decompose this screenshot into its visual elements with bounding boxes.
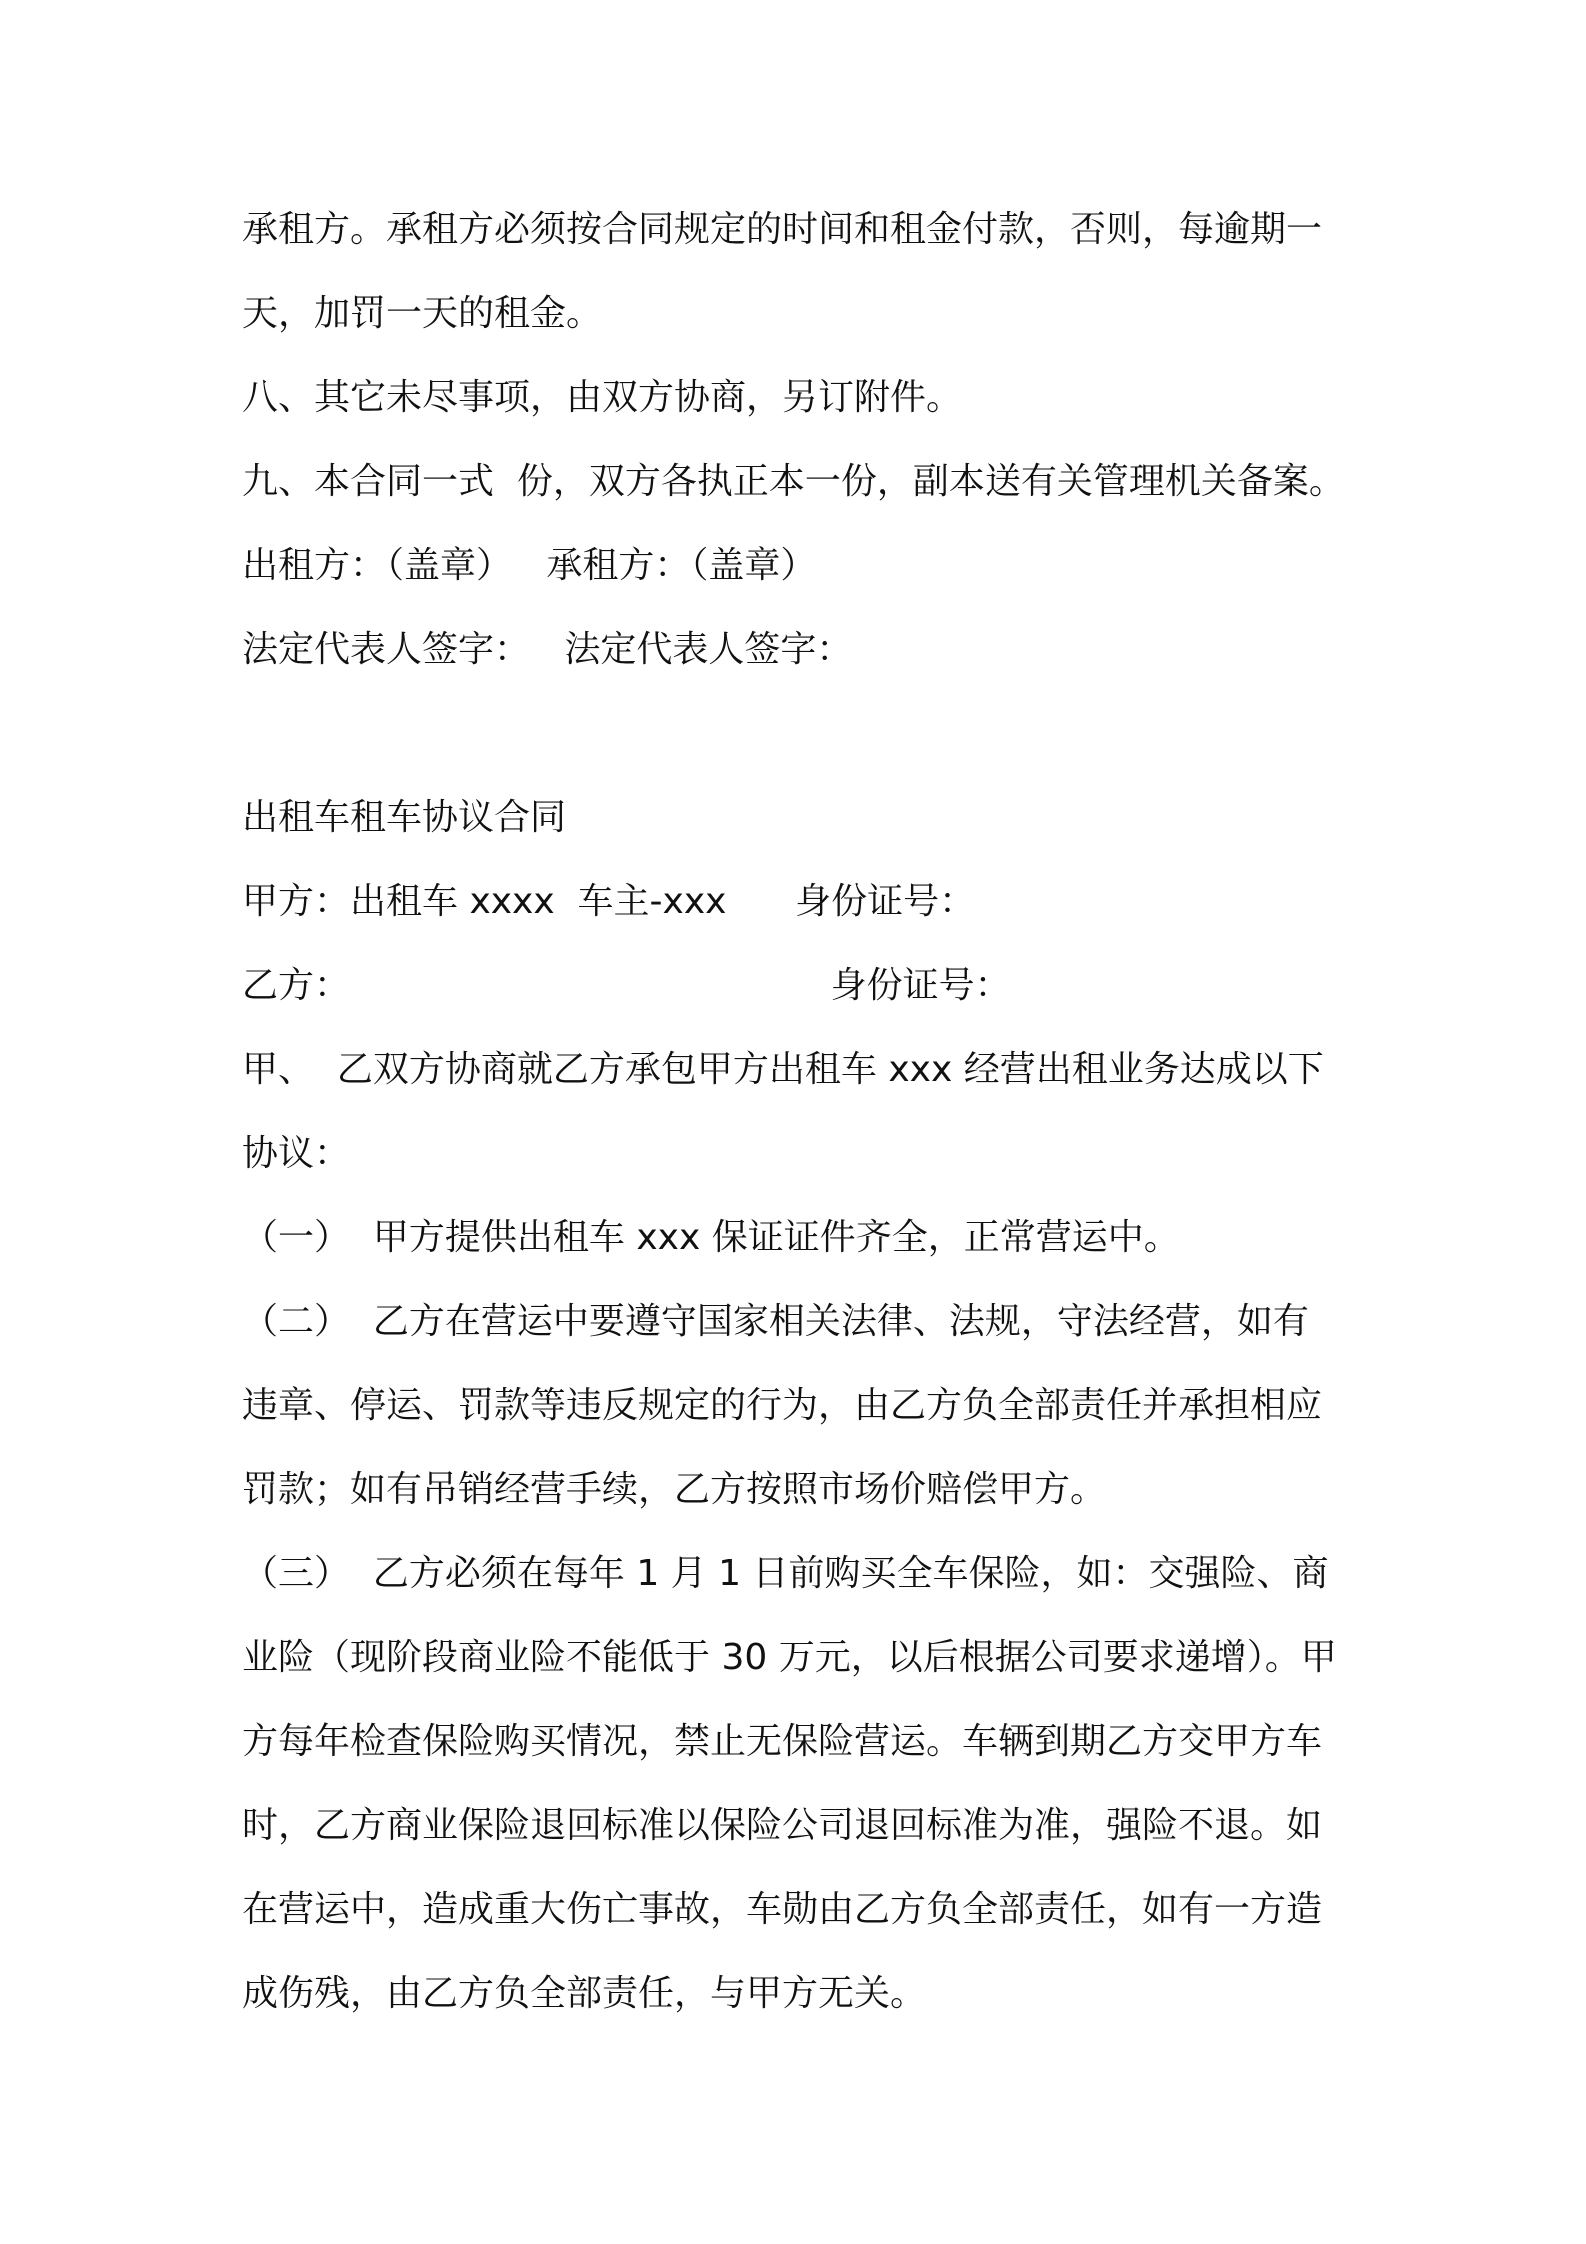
text-line: 甲、 乙双方协商就乙方承包甲方出租车 xxx 经营出租业务达成以下 bbox=[242, 1049, 1324, 1090]
text-line: 甲方：出租车 xxxx 车主-xxx 身份证号： bbox=[242, 881, 976, 922]
document-body bbox=[242, 188, 1392, 2036]
text-line: 乙方： 身份证号： bbox=[242, 965, 1011, 1006]
text-line: 承租方。承租方必须按合同规定的时间和租金付款，否则，每逾期一 bbox=[242, 209, 1323, 250]
text-line: （三） 乙方必须在每年 1 月 1 日前购买全车保险，如：交强险、商 bbox=[242, 1553, 1329, 1594]
text-line: 业险（现阶段商业险不能低于 30 万元，以后根据公司要求递增）。甲 bbox=[242, 1637, 1337, 1678]
text-line: 八、其它未尽事项，由双方协商，另订附件。 bbox=[242, 377, 963, 418]
blank-gap bbox=[242, 692, 1392, 776]
text-line: 成伤残，由乙方负全部责任，与甲方无关。 bbox=[242, 1973, 927, 2014]
text-line: （二） 乙方在营运中要遵守国家相关法律、法规，守法经营，如有 bbox=[242, 1301, 1309, 1342]
text-line: 出租方：（盖章） 承租方：（盖章） bbox=[242, 545, 817, 586]
text-line: 时，乙方商业保险退回标准以保险公司退回标准为准，强险不退。如 bbox=[242, 1805, 1323, 1846]
text-line: 天，加罚一天的租金。 bbox=[242, 293, 603, 334]
contract-title: 出租车租车协议合同 bbox=[242, 797, 567, 838]
text-line: 协议： bbox=[242, 1133, 351, 1174]
text-line: 罚款；如有吊销经营手续，乙方按照市场价赔偿甲方。 bbox=[242, 1469, 1107, 1510]
text-line: 违章、停运、罚款等违反规定的行为，由乙方负全部责任并承担相应 bbox=[242, 1385, 1323, 1426]
text-line: 方每年检查保险购买情况，禁止无保险营运。车辆到期乙方交甲方车 bbox=[242, 1721, 1323, 1762]
text-line: 在营运中，造成重大伤亡事故，车勋由乙方负全部责任，如有一方造 bbox=[242, 1889, 1323, 1930]
text-line: （一） 甲方提供出租车 xxx 保证证件齐全，正常营运中。 bbox=[242, 1217, 1180, 1258]
text-line: 九、本合同一式 份，双方各执正本一份，副本送有关管理机关备案。 bbox=[242, 461, 1345, 502]
text-line: 法定代表人签字： 法定代表人签字： bbox=[242, 629, 853, 670]
